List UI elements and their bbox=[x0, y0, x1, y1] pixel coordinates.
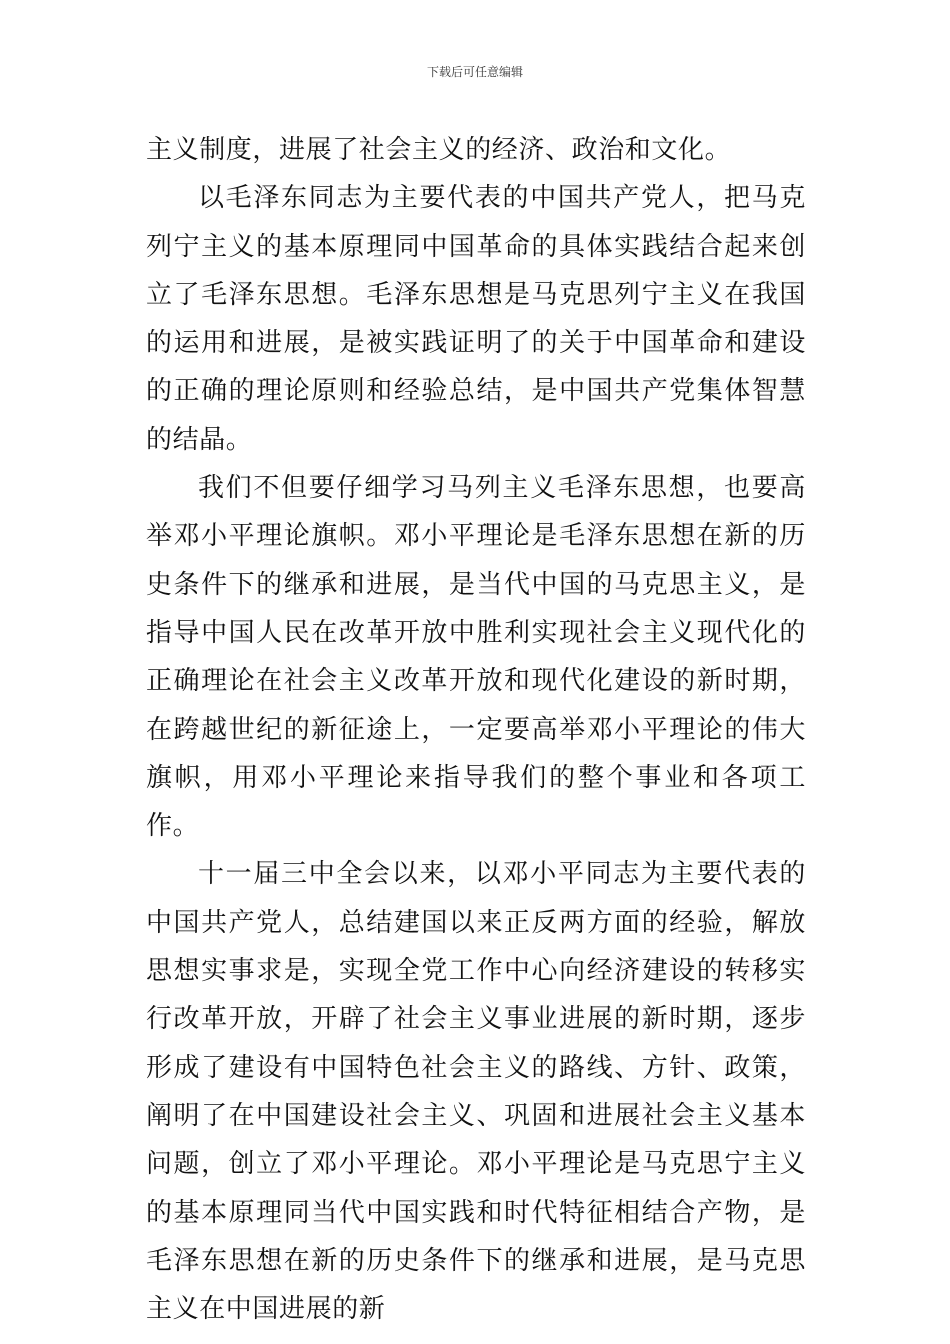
paragraph-1: 主义制度，进展了社会主义的经济、政治和文化。 bbox=[146, 135, 732, 165]
paragraph-4: 十一届三中全会以来，以邓小平同志为主要代表的中国共产党人，总结建国以来正反两方面的经验，解放思想实事求是，实现全党工作中心向经济建设的转移实行改革开放，开辟了社会主义事业进展的新时期，逐步形成了建设有中国特色社会主义的路线、方针、政策，阐明了在中国建设社会主义、巩固和进展社会主义基本问题，创立了邓小平理论。邓小平理论是马克思宁主义的基本原理同当代中国实践和时代特征相结合产物，是毛泽东思想在新的历史条件下的继承和进展，是马克思主义在中国进展的新 bbox=[146, 859, 806, 1325]
document-body bbox=[146, 126, 806, 1333]
paragraph-3: 我们不但要仔细学习马列主义毛泽东思想，也要高举邓小平理论旗帜。邓小平理论是毛泽东思想在新的历史条件下的继承和进展，是当代中国的马克思主义，是指导中国人民在改革开放中胜利实现社会主义现代化的正确理论在社会主义改革开放和现代化建设的新时期，在跨越世纪的新征途上，一定要高举邓小平理论的伟大旗帜，用邓小平理论来指导我们的整个事业和各项工作。 bbox=[146, 473, 806, 842]
paragraph-2: 以毛泽东同志为主要代表的中国共产党人，把马克列宁主义的基本原理同中国革命的具体实践结合起来创立了毛泽东思想。毛泽东思想是马克思列宁主义在我国的运用和进展，是被实践证明了的关于中国革命和建设的正确的理论原则和经验总结，是中国共产党集体智慧的结晶。 bbox=[146, 183, 806, 455]
page-header: 下载后可任意编辑 bbox=[426, 65, 523, 79]
